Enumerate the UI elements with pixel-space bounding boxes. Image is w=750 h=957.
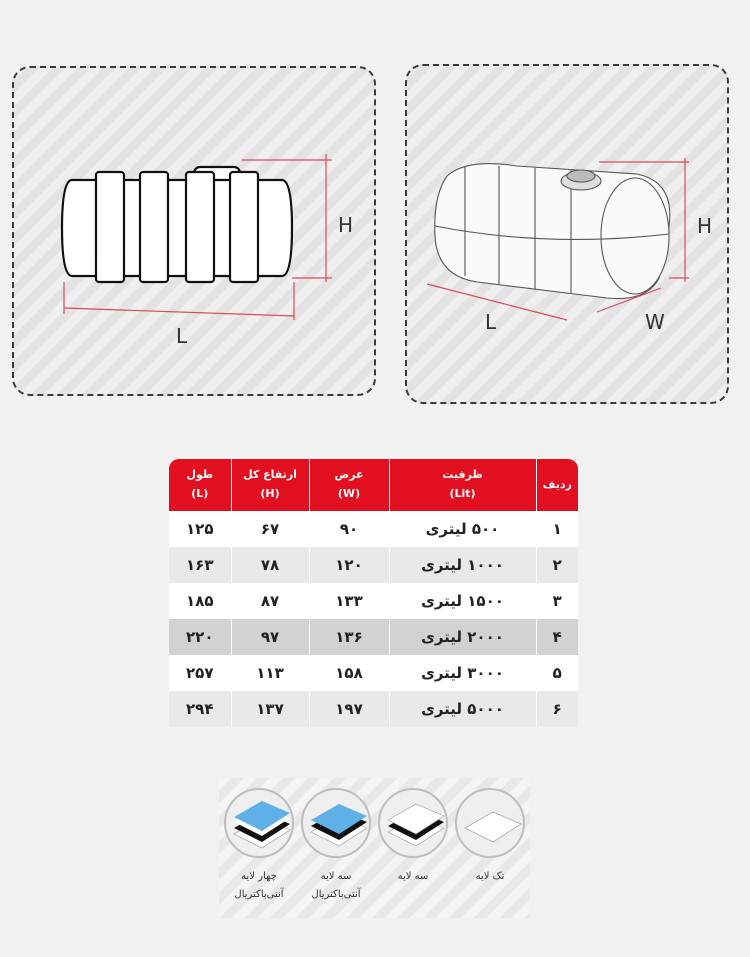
cell-capacity: ۳۰۰۰ لیتری [389, 655, 536, 691]
cell-height: ۷۸ [231, 547, 309, 583]
three-layer-antibacterial-icon [301, 788, 371, 858]
cell-height: ۱۱۳ [231, 655, 309, 691]
layer-three: سه لایه [376, 788, 450, 886]
cell-width: ۹۰ [309, 511, 389, 547]
length-label: L [485, 310, 497, 334]
cell-row: ۵ [536, 655, 578, 691]
width-label: W [645, 310, 665, 334]
cell-height: ۱۳۷ [231, 691, 309, 727]
layer-types-panel [219, 778, 530, 918]
tank-rib [140, 172, 168, 282]
cell-length: ۲۵۷ [169, 655, 231, 691]
layer-single: تک لایه [453, 788, 527, 886]
iso-view-tank-drawing [407, 66, 729, 404]
cell-width: ۱۲۰ [309, 547, 389, 583]
cell-width: ۱۳۳ [309, 583, 389, 619]
four-layer-icon [224, 788, 294, 858]
cell-width: ۱۳۶ [309, 619, 389, 655]
tank-rib [186, 172, 214, 282]
cell-length: ۱۸۵ [169, 583, 231, 619]
header-height: ارتفاع کل (H) [231, 459, 309, 511]
length-dimension-line [64, 308, 294, 316]
cell-row: ۴ [536, 619, 578, 655]
cell-row: ۲ [536, 547, 578, 583]
cell-capacity: ۲۰۰۰ لیتری [389, 619, 536, 655]
cell-height: ۹۷ [231, 619, 309, 655]
cell-height: ۶۷ [231, 511, 309, 547]
cell-length: ۲۹۴ [169, 691, 231, 727]
cell-row: ۱ [536, 511, 578, 547]
tank-rib [230, 172, 258, 282]
table-row [169, 547, 578, 583]
cell-row: ۳ [536, 583, 578, 619]
cell-length: ۲۲۰ [169, 619, 231, 655]
spec-table [169, 459, 578, 727]
cell-width: ۱۹۷ [309, 691, 389, 727]
layer-three-antibacterial: سه لایه آنتی‌باکتریال [299, 788, 373, 904]
table-row [169, 511, 578, 547]
table-header-row [169, 459, 578, 511]
layer-four-antibacterial: چهار لایه آنتی‌باکتریال [222, 788, 296, 904]
cell-height: ۸۷ [231, 583, 309, 619]
cell-capacity: ۱۵۰۰ لیتری [389, 583, 536, 619]
height-label: H [697, 214, 713, 238]
header-length: طول (L) [169, 459, 231, 511]
cell-capacity: ۱۰۰۰ لیتری [389, 547, 536, 583]
tank-rib [96, 172, 124, 282]
height-label: H [338, 213, 354, 237]
header-width: عرض (W) [309, 459, 389, 511]
table-row [169, 583, 578, 619]
cell-capacity: ۵۰۰ لیتری [389, 511, 536, 547]
table-row [169, 655, 578, 691]
side-view-tank-drawing [14, 68, 376, 396]
cell-length: ۱۲۵ [169, 511, 231, 547]
table-row [169, 691, 578, 727]
length-label: L [176, 324, 188, 348]
iso-view-diagram [405, 64, 729, 404]
header-capacity: ظرفیت (Lit) [389, 459, 536, 511]
table-row [169, 619, 578, 655]
header-row-number: ردیف [536, 459, 578, 511]
cell-row: ۶ [536, 691, 578, 727]
cell-width: ۱۵۸ [309, 655, 389, 691]
single-layer-icon [455, 788, 525, 858]
cell-capacity: ۵۰۰۰ لیتری [389, 691, 536, 727]
three-layer-icon [378, 788, 448, 858]
cell-length: ۱۶۳ [169, 547, 231, 583]
side-view-diagram [12, 66, 376, 396]
tank-end-cap [601, 178, 669, 294]
